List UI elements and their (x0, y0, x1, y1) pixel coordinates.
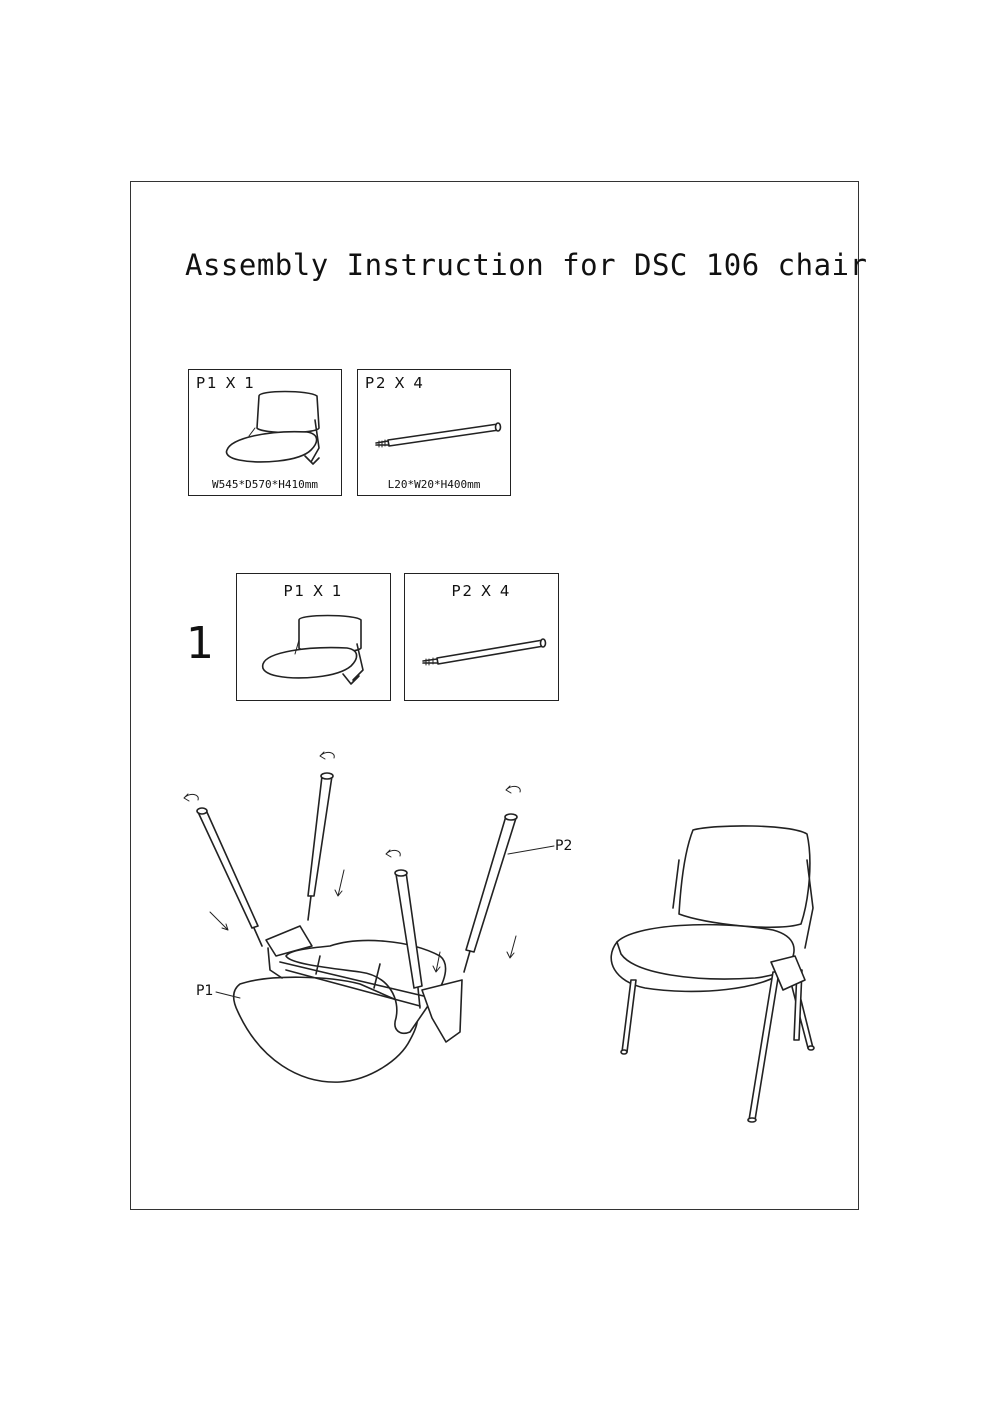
callout-p2: P2 (555, 838, 573, 854)
assembled-chair-illustration (595, 820, 835, 1150)
part-box-p1 (188, 369, 342, 496)
leg-tube-icon (308, 773, 333, 920)
leg-tube-icon (464, 814, 517, 972)
part-label: P2 X 4 (365, 374, 425, 392)
part-label: P2 X 4 (451, 582, 512, 600)
callout-p1: P1 (196, 983, 214, 999)
part-label: P1 X 1 (196, 374, 256, 392)
part-box-p2 (357, 369, 511, 496)
leg-tube-icon (405, 574, 560, 702)
part-dimensions: L20*W20*H400mm (387, 478, 481, 491)
part-label: P1 X 1 (283, 582, 344, 600)
document-title: Assembly Instruction for DSC 106 chair (185, 248, 868, 282)
leg-tube-icon (197, 808, 262, 946)
chair-seat-back-icon (237, 574, 392, 702)
step-number: 1 (186, 618, 214, 669)
step-part-box-p1 (236, 573, 391, 701)
exploded-assembly-illustration (170, 750, 600, 1090)
step-part-box-p2 (404, 573, 559, 701)
part-dimensions: W545*D570*H410mm (212, 478, 318, 491)
